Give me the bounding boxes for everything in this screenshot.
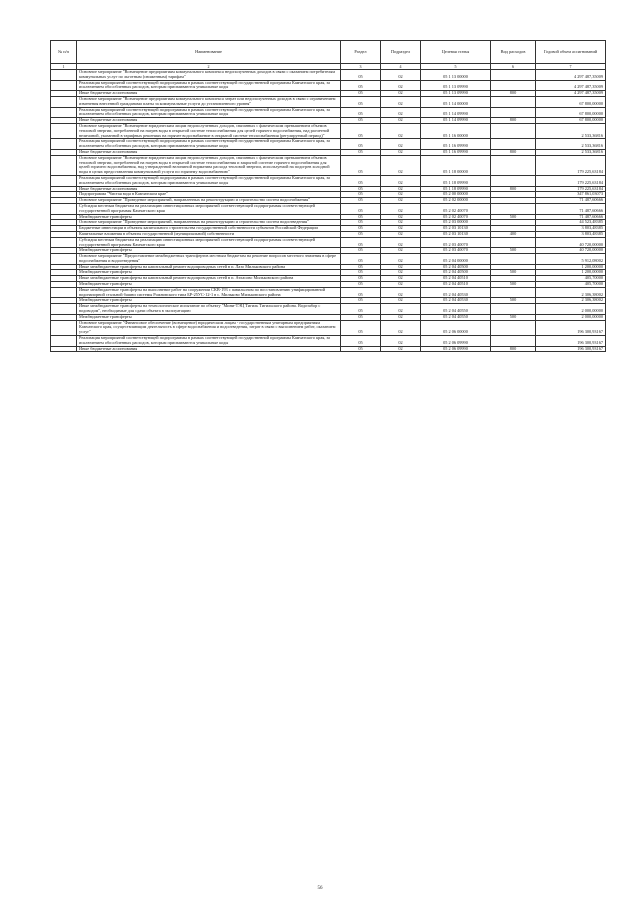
cell-target-article: 05 1 14 09990 <box>421 118 491 124</box>
col-index: 5 <box>421 64 491 70</box>
cell-number <box>51 320 77 335</box>
cell-number <box>51 237 77 248</box>
cell-podrazdel: 02 <box>381 203 421 214</box>
cell-expense-type: 800 <box>491 149 536 155</box>
cell-target-article: 05 2 02 40070 <box>421 214 491 220</box>
cell-podrazdel: 02 <box>381 254 421 265</box>
cell-podrazdel: 02 <box>381 270 421 276</box>
cell-expense-type: 800 <box>491 91 536 97</box>
cell-expense-type <box>491 287 536 298</box>
cell-amount: 2 533,36816 <box>536 139 606 150</box>
cell-podrazdel: 02 <box>381 237 421 248</box>
cell-razdel: 05 <box>341 118 381 124</box>
cell-razdel: 05 <box>341 107 381 118</box>
cell-target-article: 05 2 03 40070 <box>421 237 491 248</box>
cell-target-article: 05 2 04 40530 <box>421 298 491 304</box>
table-row <box>51 254 606 265</box>
cell-target-article: 05 1 13 09990 <box>421 91 491 97</box>
cell-expense-type: 500 <box>491 314 536 320</box>
cell-expense-type <box>491 123 536 138</box>
cell-target-article: 05 2 04 40500 <box>421 264 491 270</box>
cell-podrazdel: 02 <box>381 298 421 304</box>
cell-number <box>51 304 77 315</box>
cell-target-article: 05 1 13 09990 <box>421 80 491 91</box>
cell-expense-type <box>491 203 536 214</box>
col-index: 2 <box>77 64 341 70</box>
cell-amount: 179 225,63184 <box>536 175 606 186</box>
cell-target-article: 05 2 03 10130 <box>421 231 491 237</box>
cell-name: Основное мероприятие "Возмещение юридическим лицам недополученных доходов, связанных с фактическим превышением объемов тепловой энергии, потребленной на нагрев воды в открытой системе теплоснабжения для целей горячего водоснабжения, над расчетной величиной, указанной в тарифных решениях на горячее водоснабжение в открытой системе теплоснабжения (регулируемый период)" <box>77 123 341 138</box>
cell-name: Капитальные вложения в объекты государственной (муниципальной) собственности <box>77 231 341 237</box>
cell-podrazdel: 02 <box>381 282 421 288</box>
cell-name: Иные межбюджетные трансферты на выполнение работ на сооружении СКВ-193 с павильоном по восстановлению унифицированной водонапорной стальной башни системы Рожновского типа БР-25УС-12-1 в с. Мильково Мильковского района <box>77 287 341 298</box>
cell-podrazdel: 02 <box>381 231 421 237</box>
cell-expense-type: 500 <box>491 298 536 304</box>
cell-razdel: 05 <box>341 214 381 220</box>
cell-target-article: 05 2 06 00000 <box>421 320 491 335</box>
cell-number <box>51 96 77 107</box>
cell-expense-type <box>491 96 536 107</box>
cell-amount: 3 803,48385 <box>536 226 606 232</box>
cell-razdel: 05 <box>341 282 381 288</box>
cell-podrazdel: 02 <box>381 346 421 352</box>
cell-name: Межбюджетные трансферты <box>77 314 341 320</box>
cell-podrazdel: 02 <box>381 226 421 232</box>
table-row <box>51 336 606 347</box>
cell-number <box>51 254 77 265</box>
cell-number <box>51 155 77 175</box>
cell-target-article: 05 1 14 09990 <box>421 107 491 118</box>
cell-amount: 405,70000 <box>536 276 606 282</box>
table-row <box>51 287 606 298</box>
cell-number <box>51 175 77 186</box>
cell-name: Реализация мероприятий соответствующей подпрограммы в рамках соответствующей государственной программы Камчатского края, за исключением обособленных расходов, которым присваиваются уникальные коды <box>77 175 341 186</box>
cell-target-article: 05 1 16 09990 <box>421 149 491 155</box>
cell-name: Межбюджетные трансферты <box>77 214 341 220</box>
cell-amount: 2 533,36816 <box>536 149 606 155</box>
cell-target-article: 05 2 04 40550 <box>421 304 491 315</box>
table-row <box>51 139 606 150</box>
cell-amount: 179 225,63184 <box>536 155 606 175</box>
cell-target-article: 05 2 03 00000 <box>421 220 491 226</box>
table-body <box>51 70 606 352</box>
cell-name: Основное мероприятие "Возмещение юридическим лицам недополученных доходов, связанных с фактическим превышением объемов тепловой энергии, потребленной на нагрев воды в открытой системе теплоснабжения и закрытой системе горячего водоснабжения для целей горячего водоснабжения, над утвержденной величиной норматива расхода тепловой энергии, используемой на подогрев холодной воды в целях предоставления коммунальной услуги по горячему водоснабжению" <box>77 155 341 175</box>
cell-podrazdel: 02 <box>381 276 421 282</box>
cell-target-article: 05 1 18 09990 <box>421 175 491 186</box>
table-header-row <box>51 41 606 64</box>
cell-number <box>51 346 77 352</box>
table-row <box>51 80 606 91</box>
cell-name: Бюджетные инвестиции в объекты капитального строительства государственной собственности субъектов Российской Федерации <box>77 226 341 232</box>
cell-name: Реализация мероприятий соответствующей подпрограммы в рамках соответствующей государственной программы Камчатского края, за исключением обособленных расходов, которым присваиваются уникальные коды <box>77 336 341 347</box>
cell-razdel: 05 <box>341 320 381 335</box>
cell-expense-type: 500 <box>491 248 536 254</box>
cell-expense-type <box>491 80 536 91</box>
cell-number <box>51 123 77 138</box>
cell-target-article: 05 2 00 00000 <box>421 192 491 198</box>
cell-target-article: 05 2 04 40510 <box>421 282 491 288</box>
cell-target-article: 05 1 18 00000 <box>421 155 491 175</box>
cell-number <box>51 80 77 91</box>
cell-amount: 347 861,03073 <box>536 192 606 198</box>
cell-razdel: 05 <box>341 91 381 97</box>
cell-number <box>51 203 77 214</box>
cell-podrazdel: 02 <box>381 198 421 204</box>
cell-name: Подпрограмма "Чистая вода в Камчатском крае" <box>77 192 341 198</box>
budget-table <box>50 40 606 352</box>
cell-podrazdel: 02 <box>381 123 421 138</box>
cell-amount: 179 225,63184 <box>536 186 606 192</box>
cell-amount: 2 306,38002 <box>536 287 606 298</box>
cell-name: Основное мероприятие "Предоставление межбюджетных трансфертов местным бюджетам на решение вопросов местного значения в сфере водоснабжения и водоотведения" <box>77 254 341 265</box>
cell-name: Иные бюджетные ассигнования <box>77 118 341 124</box>
cell-razdel: 05 <box>341 314 381 320</box>
cell-expense-type: 500 <box>491 282 536 288</box>
cell-name: Реализация мероприятий соответствующей подпрограммы в рамках соответствующей государственной программы Камчатского края, за исключением обособленных расходов, которым присваиваются уникальные коды <box>77 80 341 91</box>
cell-name: Основное мероприятие "Возмещение предприятиям коммунального комплекса затрат или недополученных доходов в связи с ограничением изменения внесенной гражданами платы за коммунальные услуги до установленного уровня" <box>77 96 341 107</box>
table-row <box>51 96 606 107</box>
cell-name: Основное мероприятие "Проведение мероприятий, направленных на реконструкцию и строительство систем водоснабжения" <box>77 198 341 204</box>
cell-podrazdel: 02 <box>381 336 421 347</box>
cell-target-article: 05 2 04 40550 <box>421 314 491 320</box>
cell-name: Основное мероприятие "Финансовое обеспечение (возмещение) юридическим лицам - государственным унитарным предприятиям Камчатского края, осуществляющим деятельность в сфере водоснабжения и водоотведения, затрат в связи с выполнением работ, оказанием услуг" <box>77 320 341 335</box>
cell-expense-type <box>491 304 536 315</box>
cell-podrazdel: 02 <box>381 248 421 254</box>
cell-name: Межбюджетные трансферты <box>77 248 341 254</box>
cell-podrazdel: 02 <box>381 175 421 186</box>
cell-amount: 71 487,60666 <box>536 203 606 214</box>
cell-razdel: 05 <box>341 123 381 138</box>
cell-amount: 67 800,00000 <box>536 118 606 124</box>
cell-number <box>51 107 77 118</box>
cell-target-article: 05 2 06 09990 <box>421 336 491 347</box>
cell-amount: 40 720,00000 <box>536 237 606 248</box>
table-row <box>51 175 606 186</box>
cell-podrazdel: 02 <box>381 220 421 226</box>
cell-expense-type <box>491 254 536 265</box>
cell-amount: 40 720,00000 <box>536 248 606 254</box>
cell-razdel: 05 <box>341 270 381 276</box>
table-row <box>51 107 606 118</box>
table-row <box>51 123 606 138</box>
cell-podrazdel: 02 <box>381 139 421 150</box>
table-row <box>51 155 606 175</box>
cell-amount: 67 800,00000 <box>536 96 606 107</box>
cell-amount: 2 533,36816 <box>536 123 606 138</box>
cell-expense-type: 800 <box>491 346 536 352</box>
cell-podrazdel: 02 <box>381 91 421 97</box>
cell-podrazdel: 02 <box>381 192 421 198</box>
budget-document <box>50 40 605 352</box>
cell-amount: 5 912,08002 <box>536 254 606 265</box>
cell-razdel: 05 <box>341 175 381 186</box>
cell-podrazdel: 02 <box>381 314 421 320</box>
cell-razdel: 05 <box>341 231 381 237</box>
cell-name: Иные бюджетные ассигнования <box>77 186 341 192</box>
cell-target-article: 05 2 02 00000 <box>421 198 491 204</box>
cell-target-article: 05 1 14 00000 <box>421 96 491 107</box>
cell-target-article: 05 2 04 40500 <box>421 270 491 276</box>
cell-number <box>51 287 77 298</box>
cell-razdel: 05 <box>341 276 381 282</box>
cell-razdel: 05 <box>341 304 381 315</box>
cell-razdel: 05 <box>341 346 381 352</box>
cell-target-article: 05 2 03 10130 <box>421 226 491 232</box>
cell-name: Иные межбюджетные трансферты на технологическое испытание по объекту "Мини-ТЭЦ Тигиль Тигильского района. Водозабор с водоводом", необходимые для сдачи объекта в эксплуатацию <box>77 304 341 315</box>
cell-name: Иные бюджетные ассигнования <box>77 346 341 352</box>
cell-expense-type <box>491 336 536 347</box>
cell-target-article: 05 1 16 09990 <box>421 139 491 150</box>
cell-podrazdel: 02 <box>381 304 421 315</box>
cell-target-article: 05 1 16 00000 <box>421 123 491 138</box>
cell-expense-type: 500 <box>491 270 536 276</box>
cell-name: Основное мероприятие "Возмещение предприятиям коммунального комплекса недополученных доходов в связи с оказанием потребителям коммунальных услуг по льготным (сниженным) тарифам" <box>77 70 341 81</box>
cell-razdel: 05 <box>341 186 381 192</box>
cell-expense-type: 800 <box>491 186 536 192</box>
cell-podrazdel: 02 <box>381 149 421 155</box>
cell-target-article: 05 2 04 40510 <box>421 276 491 282</box>
cell-amount: 44 523,48385 <box>536 220 606 226</box>
cell-name: Иные межбюджетные трансферты на капитальный ремонт водопроводных сетей в п. Лазо Мильковского района <box>77 264 341 270</box>
table-row <box>51 237 606 248</box>
cell-razdel: 05 <box>341 248 381 254</box>
cell-amount: 4 297 487,35009 <box>536 70 606 81</box>
cell-razdel: 05 <box>341 220 381 226</box>
cell-name: Основное мероприятие "Проведение мероприятий, направленных на реконструкцию и строительство систем водоотведения" <box>77 220 341 226</box>
cell-target-article: 05 2 03 40070 <box>421 248 491 254</box>
cell-name: Субсидия местным бюджетам на реализацию инвестиционных мероприятий соответствующей подпрограммы соответствующей государственной программы Камчатского края <box>77 237 341 248</box>
cell-amount: 1 200,00000 <box>536 264 606 270</box>
cell-razdel: 05 <box>341 298 381 304</box>
cell-name: Межбюджетные трансферты <box>77 282 341 288</box>
col-header-podrazdel: Подраздел <box>381 41 421 64</box>
cell-amount: 1 200,00000 <box>536 270 606 276</box>
page-number: 56 <box>317 886 323 891</box>
col-header-name: Наименование <box>77 41 341 64</box>
cell-expense-type: 400 <box>491 231 536 237</box>
cell-target-article: 05 2 02 40070 <box>421 203 491 214</box>
col-index: 1 <box>51 64 77 70</box>
cell-razdel: 05 <box>341 192 381 198</box>
cell-number <box>51 139 77 150</box>
cell-podrazdel: 02 <box>381 107 421 118</box>
cell-razdel: 05 <box>341 198 381 204</box>
col-header-annual-amount: Годовой объем ассигнований <box>536 41 606 64</box>
cell-amount: 71 487,60666 <box>536 198 606 204</box>
cell-expense-type <box>491 70 536 81</box>
cell-amount: 405,70000 <box>536 282 606 288</box>
cell-name: Иные бюджетные ассигнования <box>77 91 341 97</box>
cell-expense-type <box>491 139 536 150</box>
cell-razdel: 05 <box>341 237 381 248</box>
col-index: 3 <box>341 64 381 70</box>
cell-razdel: 05 <box>341 155 381 175</box>
cell-amount: 196 300,93167 <box>536 336 606 347</box>
cell-amount: 67 800,00000 <box>536 107 606 118</box>
cell-name: Реализация мероприятий соответствующей подпрограммы в рамках соответствующей государственной программы Камчатского края, за исключением обособленных расходов, которым присваиваются уникальные коды <box>77 139 341 150</box>
cell-razdel: 05 <box>341 70 381 81</box>
cell-target-article: 05 1 18 09990 <box>421 186 491 192</box>
table-row <box>51 304 606 315</box>
cell-razdel: 05 <box>341 254 381 265</box>
table-row <box>51 203 606 214</box>
cell-razdel: 05 <box>341 203 381 214</box>
cell-name: Межбюджетные трансферты <box>77 270 341 276</box>
cell-podrazdel: 02 <box>381 214 421 220</box>
cell-podrazdel: 02 <box>381 320 421 335</box>
col-index: 6 <box>491 64 536 70</box>
cell-razdel: 05 <box>341 139 381 150</box>
cell-number <box>51 70 77 81</box>
cell-name: Межбюджетные трансферты <box>77 298 341 304</box>
cell-amount: 71 487,60666 <box>536 214 606 220</box>
cell-target-article: 05 1 13 00000 <box>421 70 491 81</box>
cell-podrazdel: 02 <box>381 70 421 81</box>
cell-expense-type <box>491 175 536 186</box>
cell-expense-type <box>491 155 536 175</box>
cell-podrazdel: 02 <box>381 186 421 192</box>
cell-name: Субсидия местным бюджетам на реализацию инвестиционных мероприятий соответствующей подпрограммы соответствующей государственной программы Камчатского края <box>77 203 341 214</box>
cell-razdel: 05 <box>341 287 381 298</box>
col-index: 7 <box>536 64 606 70</box>
cell-podrazdel: 02 <box>381 155 421 175</box>
cell-amount: 196 300,93167 <box>536 320 606 335</box>
col-header-expense-type: Вид расходов <box>491 41 536 64</box>
cell-razdel: 05 <box>341 149 381 155</box>
table-row <box>51 70 606 81</box>
cell-target-article: 05 2 06 09990 <box>421 346 491 352</box>
cell-amount: 196 300,93167 <box>536 346 606 352</box>
table-row <box>51 320 606 335</box>
cell-podrazdel: 02 <box>381 264 421 270</box>
cell-razdel: 05 <box>341 96 381 107</box>
cell-amount: 4 297 487,35009 <box>536 80 606 91</box>
cell-name: Иные межбюджетные трансферты на капитальный ремонт водопроводных сетей в п. Атласово Мильковского района <box>77 276 341 282</box>
cell-expense-type <box>491 107 536 118</box>
cell-razdel: 05 <box>341 226 381 232</box>
cell-razdel: 05 <box>341 336 381 347</box>
cell-target-article: 05 2 04 40530 <box>421 287 491 298</box>
cell-amount: 2 306,38002 <box>536 298 606 304</box>
cell-amount: 2 000,00000 <box>536 304 606 315</box>
cell-razdel: 05 <box>341 80 381 91</box>
cell-razdel: 05 <box>341 264 381 270</box>
cell-amount: 3 803,48385 <box>536 231 606 237</box>
cell-amount: 2 000,00000 <box>536 314 606 320</box>
cell-podrazdel: 02 <box>381 287 421 298</box>
cell-amount: 4 297 487,35009 <box>536 91 606 97</box>
table-row <box>51 346 606 352</box>
cell-name: Реализация мероприятий соответствующей подпрограммы в рамках соответствующей государственной программы Камчатского края, за исключением обособленных расходов, которым присваиваются уникальные коды <box>77 107 341 118</box>
cell-name: Иные бюджетные ассигнования <box>77 149 341 155</box>
cell-expense-type: 500 <box>491 214 536 220</box>
cell-podrazdel: 02 <box>381 80 421 91</box>
cell-podrazdel: 02 <box>381 118 421 124</box>
col-index: 4 <box>381 64 421 70</box>
cell-expense-type: 800 <box>491 118 536 124</box>
col-header-number: № п/п <box>51 41 77 64</box>
cell-podrazdel: 02 <box>381 96 421 107</box>
cell-expense-type <box>491 320 536 335</box>
col-header-target-article: Целевая статья <box>421 41 491 64</box>
cell-target-article: 05 2 04 00000 <box>421 254 491 265</box>
cell-number <box>51 336 77 347</box>
cell-expense-type <box>491 237 536 248</box>
col-header-razdel: Раздел <box>341 41 381 64</box>
